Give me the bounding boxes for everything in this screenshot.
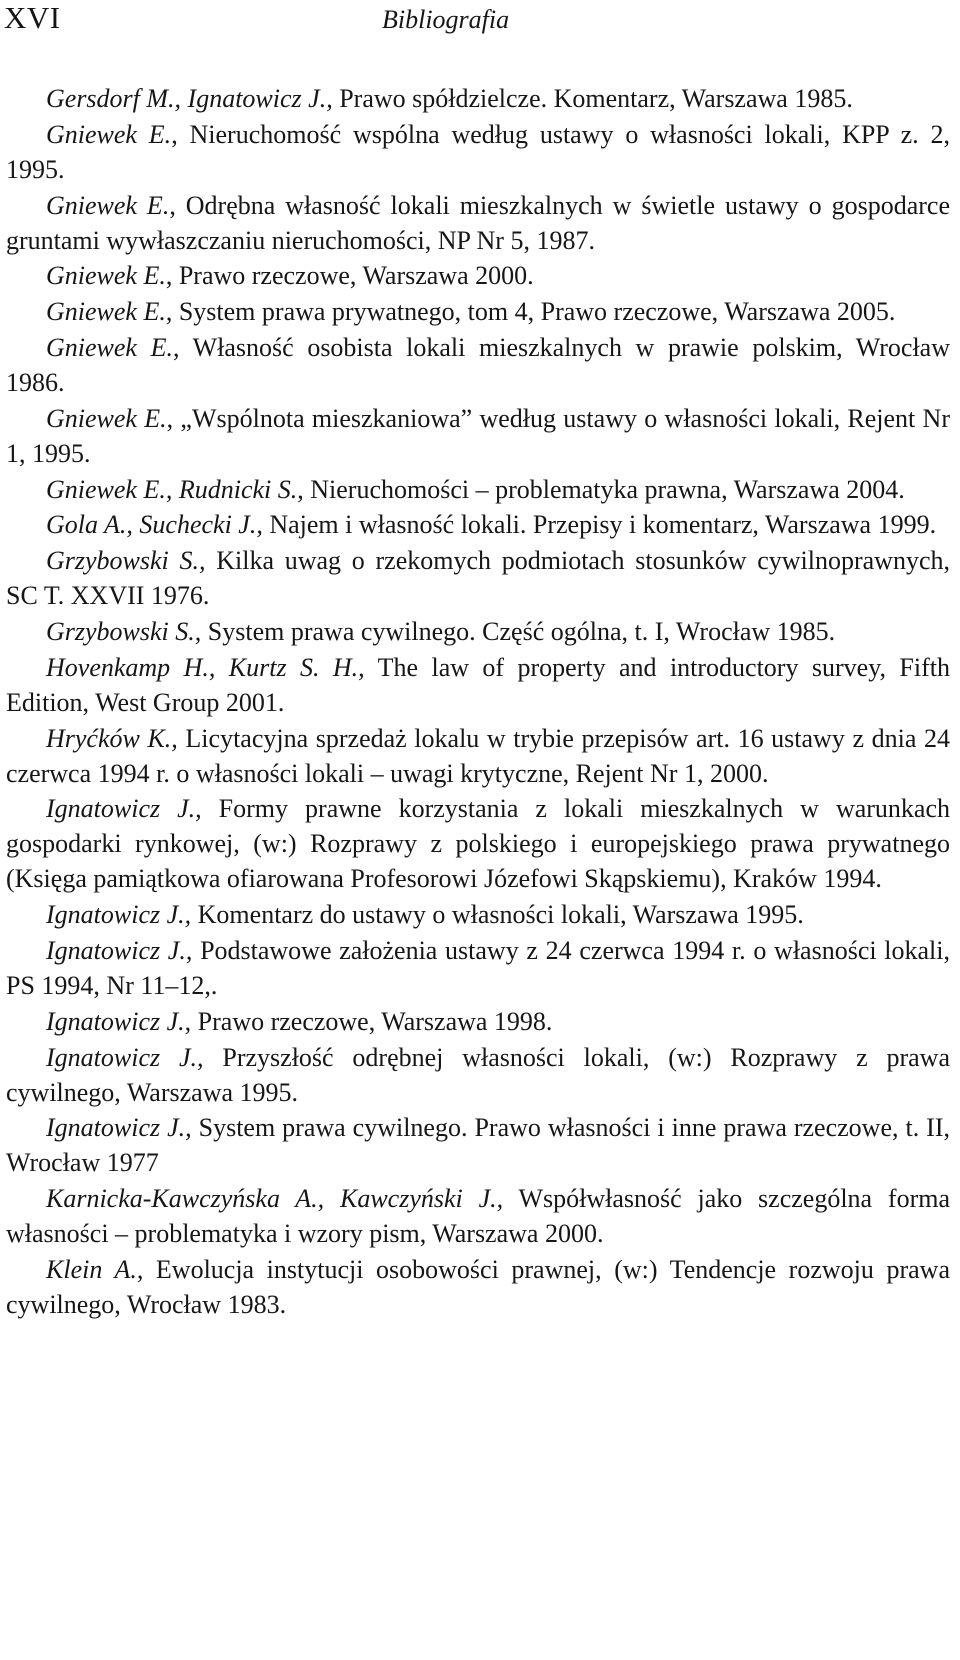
bibliography-entry — [6, 1004, 950, 1039]
bibliography-entry — [6, 330, 950, 400]
bibliography-entry — [6, 614, 950, 649]
entry-author: Gersdorf M., Ignatowicz J., — [46, 84, 333, 113]
bibliography-entry — [6, 650, 950, 720]
entry-author: Gola A., Suchecki J., — [46, 510, 263, 540]
entry-text: System prawa cywilnego. Część ogólna, t. I, Wrocław 1985. — [201, 616, 836, 646]
entry-author: Ignatowicz J., — [46, 935, 193, 965]
page-number: XVI — [4, 0, 61, 35]
entry-author: Gniewek E. — [46, 332, 173, 362]
bibliography-entry — [6, 258, 950, 293]
entry-text: Najem i własność lokali. Przepisy i komentarz, Warszawa 1999. — [262, 510, 937, 540]
entry-text: , Nieruchomości – problematyka prawna, Warszawa 2004. — [297, 474, 905, 504]
entry-text: , Odrębna własność lokali mieszkalnych w świetle ustawy o gospodarce gruntami wywłaszczaniu nieruchomości, NP Nr 5, 1987. — [6, 190, 950, 255]
entry-text: Współwłasność jako szczególna forma własności – problematyka i wzory pism, Warszawa 2000. — [6, 1184, 950, 1249]
page-header — [0, 0, 960, 40]
bibliography-entry — [6, 81, 950, 116]
entry-author: Gniewek E. — [46, 190, 170, 220]
entry-text: The law of property and introductory survey, Fifth Edition, West Group 2001. — [6, 652, 950, 717]
entry-text: Licytacyjna sprzedaż lokalu w trybie przepisów art. 16 ustawy z dnia 24 czerwca 1994 r. o własności lokali – uwagi krytyczne, Rejent Nr 1, 2000. — [6, 723, 950, 788]
entry-author: Ignatowicz J., — [46, 1113, 192, 1143]
bibliography-entry — [6, 543, 950, 613]
bibliography-entry — [6, 791, 950, 896]
entry-text: Komentarz do ustawy o własności lokali, Warszawa 1995. — [191, 900, 804, 930]
entry-text: , Własność osobista lokali mieszkalnych w prawie polskim, Wrocław 1986. — [6, 332, 950, 397]
bibliography-entry — [6, 401, 950, 471]
entry-text: Ewolucja instytucji osobowości prawnej, (w:) Tendencje rozwoju prawa cywilnego, Wrocław 1983. — [6, 1254, 950, 1319]
entry-text: System prawa cywilnego. Prawo własności i inne prawa rzeczowe, t. II, Wrocław 1977 — [6, 1113, 950, 1178]
entry-author: Klein A., — [46, 1254, 144, 1284]
entry-text: Prawo spółdzielcze. Komentarz, Warszawa 1985. — [332, 84, 853, 113]
entry-author: Ignatowicz J., — [46, 1006, 192, 1036]
bibliography-entry — [6, 188, 950, 258]
bibliography-entry — [6, 1040, 950, 1110]
bibliography-entry — [6, 117, 950, 187]
entry-author: Gniewek E. — [46, 297, 166, 327]
bibliography-list — [6, 81, 950, 1323]
entry-author: Gniewek E. — [46, 403, 167, 433]
entry-author: Gniewek E. — [46, 261, 166, 291]
entry-text: , Nieruchomość wspólna według ustawy o własności lokali, KPP z. 2, 1995. — [6, 119, 951, 184]
entry-author: Grzybowski S., — [46, 616, 202, 646]
bibliography-entry — [6, 507, 950, 542]
running-title: Bibliografia — [382, 5, 510, 34]
entry-text: Przyszłość odrębnej własności lokali, (w:) Rozprawy z prawa cywilnego, Warszawa 1995. — [6, 1042, 951, 1107]
entry-text: , „Wspólnota mieszkaniowa” według ustawy o własności lokali, Rejent Nr 1, 1995. — [6, 403, 950, 468]
bibliography-entry — [6, 1110, 950, 1180]
entry-author: Hovenkamp H., Kurtz S. H., — [46, 652, 365, 682]
bibliography-entry — [6, 933, 950, 1003]
entry-text: Kilka uwag o rzekomych podmiotach stosunków cywilnoprawnych, SC T. XXVII 1976. — [6, 546, 950, 611]
entry-author: Gniewek E., Rudnicki S. — [46, 474, 298, 504]
bibliography-entry — [6, 472, 950, 507]
entry-author: Karnicka-Kawczyńska A., Kawczyński J., — [46, 1184, 504, 1214]
entry-author: Ignatowicz J., — [46, 794, 202, 824]
entry-author: Hryćków K., — [46, 723, 178, 753]
entry-author: Ignatowicz J., — [46, 1042, 204, 1072]
entry-author: Gniewek E. — [46, 119, 172, 149]
entry-author: Grzybowski S., — [46, 546, 206, 576]
entry-text: , Prawo rzeczowe, Warszawa 2000. — [165, 261, 534, 291]
bibliography-entry — [6, 897, 950, 932]
bibliography-entry — [6, 721, 950, 791]
entry-text: Podstawowe założenia ustawy z 24 czerwca 1994 r. o własności lokali, PS 1994, Nr 11–12,. — [6, 935, 950, 1000]
entry-text: Prawo rzeczowe, Warszawa 1998. — [191, 1006, 553, 1036]
entry-author: Ignatowicz J., — [46, 900, 192, 930]
bibliography-entry — [6, 294, 950, 329]
bibliography-entry — [6, 1252, 950, 1322]
entry-text: , System prawa prywatnego, tom 4, Prawo rzeczowe, Warszawa 2005. — [165, 297, 896, 327]
entry-text: Formy prawne korzystania z lokali mieszkalnych w warunkach gospodarki rynkowej, (w:) Rozprawy z polskiego i europejskiego prawa prywatnego (Księga pamiątkowa ofiarowana Profesorowi Józefowi Skąpskiemu), Kraków 1994. — [6, 794, 951, 894]
bibliography-entry — [6, 1181, 950, 1251]
